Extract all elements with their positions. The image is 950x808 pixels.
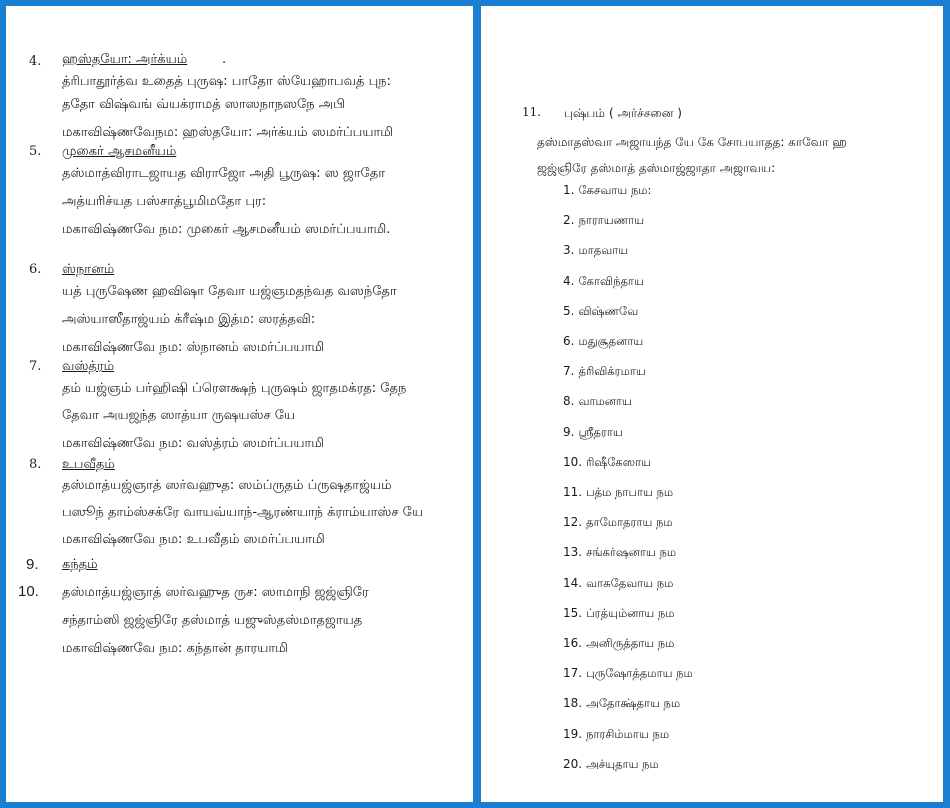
section-title: ஸ்நானம் bbox=[62, 262, 115, 277]
verse-line: ஜஜ்ஞிரே தஸ்மாத் தஸ்மாஜ்ஜாதா அஜாவய: bbox=[537, 161, 776, 175]
list-item-number: 3. bbox=[563, 243, 575, 258]
list-item bbox=[563, 304, 638, 320]
verse-line: தஸ்மாதஸ்வா அஜாயந்த யே கே சோபயாதத: காவோ ஹ bbox=[537, 135, 847, 149]
list-item-number: 8. bbox=[563, 394, 575, 409]
section-number: 8. bbox=[29, 457, 42, 472]
section-number: 6. bbox=[29, 262, 42, 277]
verse-line: அத்யரிச்யத பஸ்சாத்பூமிமதோ புர: bbox=[62, 194, 267, 209]
list-item-text: வாசுதேவாய நம bbox=[586, 575, 674, 590]
list-item bbox=[563, 485, 673, 501]
list-item bbox=[563, 425, 623, 441]
verse-line: அஸ்யாஸீதாஜ்யம் க்ரீஷ்ம இத்ம: ஸரத்தவி: bbox=[62, 312, 316, 327]
verse-line: தஸ்மாத்யஜ்ஞாத் ஸர்வஹுத ருச: ஸாமாநி ஜஜ்ஞிரே bbox=[62, 585, 369, 600]
verse-line: பஸூந் தாம்ஸ்சக்ரே வாயவ்யாந்-ஆரண்யாந் க்ராம்யாஸ்ச யே bbox=[62, 505, 424, 520]
section-number: 10. bbox=[18, 583, 39, 600]
list-item bbox=[563, 334, 643, 350]
list-item bbox=[563, 757, 659, 773]
verse-line: தஸ்மாத்விராடஜாயத விராஜோ அதி பூருஷ: ஸ ஜாதோ bbox=[62, 166, 386, 181]
right-page bbox=[481, 6, 943, 802]
list-item-text: த்ரிவிக்ரமாய bbox=[578, 364, 646, 379]
list-item-number: 17. bbox=[563, 666, 583, 681]
list-item-text: தாமோதராய நம bbox=[586, 515, 673, 530]
list-item-number: 14. bbox=[563, 575, 583, 590]
list-item bbox=[563, 515, 673, 531]
list-item-number: 13. bbox=[563, 545, 583, 560]
verse-line: தஸ்மாத்யஜ்ஞாத் ஸர்வஹுத: ஸம்ப்ருதம் ப்ருஷதாஜ்யம் bbox=[62, 478, 392, 493]
list-item-number: 15. bbox=[563, 605, 583, 620]
section-number: 5. bbox=[29, 144, 42, 159]
verse-line: மகாவிஷ்ணவே நம: உபவீதம் ஸமர்ப்பயாமி bbox=[62, 532, 325, 547]
section-title: புஷ்பம் bbox=[564, 106, 605, 120]
section-number: 7. bbox=[29, 359, 42, 374]
list-item-number: 1. bbox=[563, 183, 575, 197]
verse-line: மகாவிஷ்ணவே நம: ஸ்நானம் ஸமர்ப்பயாமி bbox=[62, 340, 325, 355]
list-item-text: நாராயணாய bbox=[578, 213, 645, 228]
list-item bbox=[563, 576, 673, 592]
list-item bbox=[563, 274, 644, 290]
list-item-number: 6. bbox=[563, 334, 575, 348]
list-item bbox=[563, 183, 651, 199]
list-item-number: 19. bbox=[563, 726, 583, 741]
verse-line: மகாவிஷ்ணவே நம: கந்தான் தாரயாமி bbox=[62, 641, 288, 656]
list-item-number: 7. bbox=[563, 364, 575, 379]
list-item-text: புருஷோத்தமாய நம bbox=[586, 666, 693, 681]
section-title: முகைர் ஆசமனீயம் bbox=[62, 144, 177, 159]
list-item-text: மதுசூதனாய bbox=[578, 334, 644, 348]
section-title-suffix: . bbox=[222, 52, 227, 67]
section-number: 4. bbox=[29, 54, 42, 69]
list-item bbox=[563, 666, 693, 682]
verse-line: மகாவிஷ்ணவே நம: முகைர் ஆசமனீயம் ஸமர்ப்பயாமி. bbox=[62, 222, 391, 237]
list-item-text: வாமனாய bbox=[578, 394, 632, 409]
verse-line: தம் யஜ்ஞம் பர்ஹிஷி ப்ரௌக்ஷந் புருஷம் ஜாதமக்ரத: தேந bbox=[62, 381, 407, 396]
list-item-text: விஷ்ணவே bbox=[578, 303, 639, 318]
list-item bbox=[563, 545, 676, 561]
list-item-text: கோவிந்தாய bbox=[578, 273, 644, 288]
list-item bbox=[563, 636, 674, 652]
section-title: ஹஸ்தயோ: அர்க்யம் bbox=[62, 52, 188, 67]
section-number: 9. bbox=[26, 556, 39, 573]
left-page bbox=[6, 6, 473, 802]
section-number: 11. bbox=[522, 105, 542, 119]
section-title: உபவீதம் bbox=[62, 457, 115, 472]
list-item-number: 2. bbox=[563, 213, 575, 228]
list-item-text: அச்யுதாய நம bbox=[586, 756, 659, 771]
list-item-number: 12. bbox=[563, 515, 583, 530]
section-subtitle: ( அர்ச்சனை ) bbox=[609, 106, 682, 120]
list-item-number: 20. bbox=[563, 756, 583, 771]
verse-line: தேவா அயஜந்த ஸாத்யா ருஷயஸ்ச யே bbox=[62, 408, 296, 423]
section-title: கந்தம் bbox=[62, 557, 98, 572]
list-item bbox=[563, 213, 644, 229]
list-item-number: 4. bbox=[563, 273, 575, 288]
list-item-text: நாரசிம்மாய நம bbox=[586, 726, 670, 741]
list-item-number: 5. bbox=[563, 303, 575, 318]
verse-line: சந்தாம்ஸி ஜஜ்ஞிரே தஸ்மாத் யஜுஸ்தஸ்மாதஜாயத bbox=[62, 613, 363, 628]
list-item-text: ப்ரத்யும்னாய நம bbox=[586, 605, 675, 620]
list-item-text: அதோக்ஷ்தாய நம bbox=[586, 696, 681, 711]
list-item-number: 9. bbox=[563, 424, 575, 439]
list-item-text: சங்கர்ஷனாய நம bbox=[586, 545, 677, 560]
list-item-text: பத்ம நாபாய நம bbox=[586, 485, 674, 499]
list-item bbox=[563, 394, 632, 410]
list-item bbox=[563, 727, 669, 743]
verse-line: த்ரிபாதூர்த்வ உதைத் புருஷ: பாதோ ஸ்யேஹாபவத் புந: bbox=[62, 74, 392, 89]
section-title: வஸ்த்ரம் bbox=[62, 359, 115, 374]
verse-line: ததோ விஷ்வங் வ்யக்ராமத் ஸாஸநாநஸநே அபி bbox=[62, 97, 346, 112]
list-item-text: கேசவாய நம: bbox=[578, 183, 652, 197]
list-item bbox=[563, 606, 675, 622]
list-item bbox=[563, 243, 628, 259]
list-item-number: 10. bbox=[563, 454, 583, 469]
list-item-text: ஸ்ரீதராய bbox=[578, 424, 623, 439]
list-item bbox=[563, 455, 651, 471]
verse-line: யத் புருஷேண ஹவிஷா தேவா யஜ்ஞமதந்வத வஸந்தோ bbox=[62, 284, 397, 299]
list-item-text: மாதவாய bbox=[578, 243, 629, 258]
verse-line: மகாவிஷ்ணவேநம: ஹஸ்தயோ: அர்க்யம் ஸமர்ப்பயாமி bbox=[62, 125, 394, 140]
list-item bbox=[563, 364, 646, 380]
list-item-text: அனிருத்தாய நம bbox=[586, 636, 675, 650]
list-item-number: 16. bbox=[563, 636, 583, 650]
list-item-number: 18. bbox=[563, 696, 583, 711]
list-item-number: 11. bbox=[563, 485, 583, 499]
verse-line: மகாவிஷ்ணவே நம: வஸ்த்ரம் ஸமர்ப்பயாமி bbox=[62, 436, 325, 451]
list-item bbox=[563, 696, 680, 712]
list-item-text: ரிஷீகேஸாய bbox=[586, 454, 651, 469]
